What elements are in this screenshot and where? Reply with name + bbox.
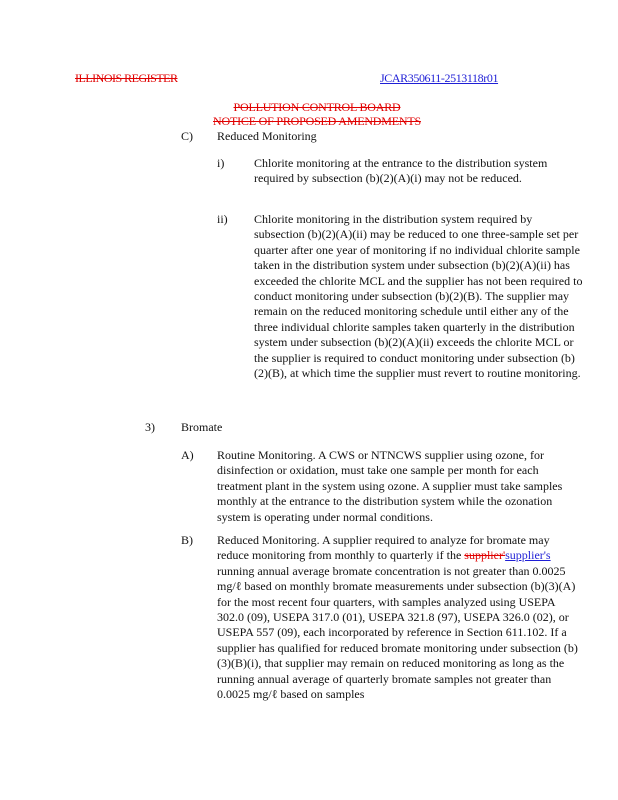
notice-title: NOTICE OF PROPOSED AMENDMENTS [213,114,421,128]
subsection-a-label: A) [181,448,194,462]
item-i-label: i) [217,156,225,170]
section-c-label: C) [181,129,193,143]
item-i-text: Chlorite monitoring at the entrance to the distribution system required by subsection (b)(2)(A)(i) may not be reduced. [254,156,548,186]
item-ii-text: Chlorite monitoring in the distribution system required by subsection (b)(2)(A)(ii) may be reduced to one three-sample set per quarter after one year of monitoring if no individual chlorite sample taken in the distribution system under subsection (b)(2)(A)(ii) has exceeded the chlorite MCL and the supplier has not been required to conduct monitoring under subsection (b)(2)(B). The supplier may remain on the reduced monitoring schedule until either any of the three individual chlorite samples taken quarterly in the distribution system under subsection (b)(2)(A)(ii) exceeds the chlorite MCL or the supplier is required to conduct monitoring under subsection (b)(2)(B), at which time the supplier must revert to routine monitoring. [254,212,583,381]
section-3-title: Bromate [181,420,223,434]
subsection-b-label: B) [181,533,193,547]
deleted-text: supplier' [464,548,506,563]
section-3-label: 3) [145,420,155,434]
subsection-b-text-after: running annual average bromate concentration is not greater than 0.0025 mg/ℓ based on monthly bromate measurements under subsection (b)(3)(A) for the most recent four quarters, with samples analyzed using USEPA 302.0 (09), USEPA 317.0 (01), USEPA 321.8 (97), USEPA 326.0 (02), or USEPA 557 (09), each incorporated by reference in Section 611.102. If a supplier has qualified for reduced bromate monitoring under subsection (b)(3)(B)(i), that supplier may remain on reduced monitoring as long as the running annual average of quarterly bromate samples not greater than 0.0025 mg/ℓ based on samples [217,563,578,702]
section-c-title: Reduced Monitoring [217,129,317,143]
item-ii-label: ii) [217,212,228,226]
register-title: ILLINOIS REGISTER [75,71,178,85]
subsection-b-text-before: Reduced Monitoring. A supplier required to analyze for bromate may reduce monitoring from monthly to quarterly if the [217,533,550,563]
board-title: POLLUTION CONTROL BOARD [233,100,401,114]
subsection-a-text: Routine Monitoring. A CWS or NTNCWS supplier using ozone, for disinfection or oxidation, must take one sample per month for each treatment plant in the system using ozone. A supplier must take samples monthly at the entrance to the distribution system while the ozonation system is operating under normal conditions. [217,448,563,524]
inserted-text: supplier's [505,548,551,563]
subsection-b-text [217,533,579,702]
jcar-reference-link[interactable]: JCAR350611-2513118r01 [380,71,499,85]
